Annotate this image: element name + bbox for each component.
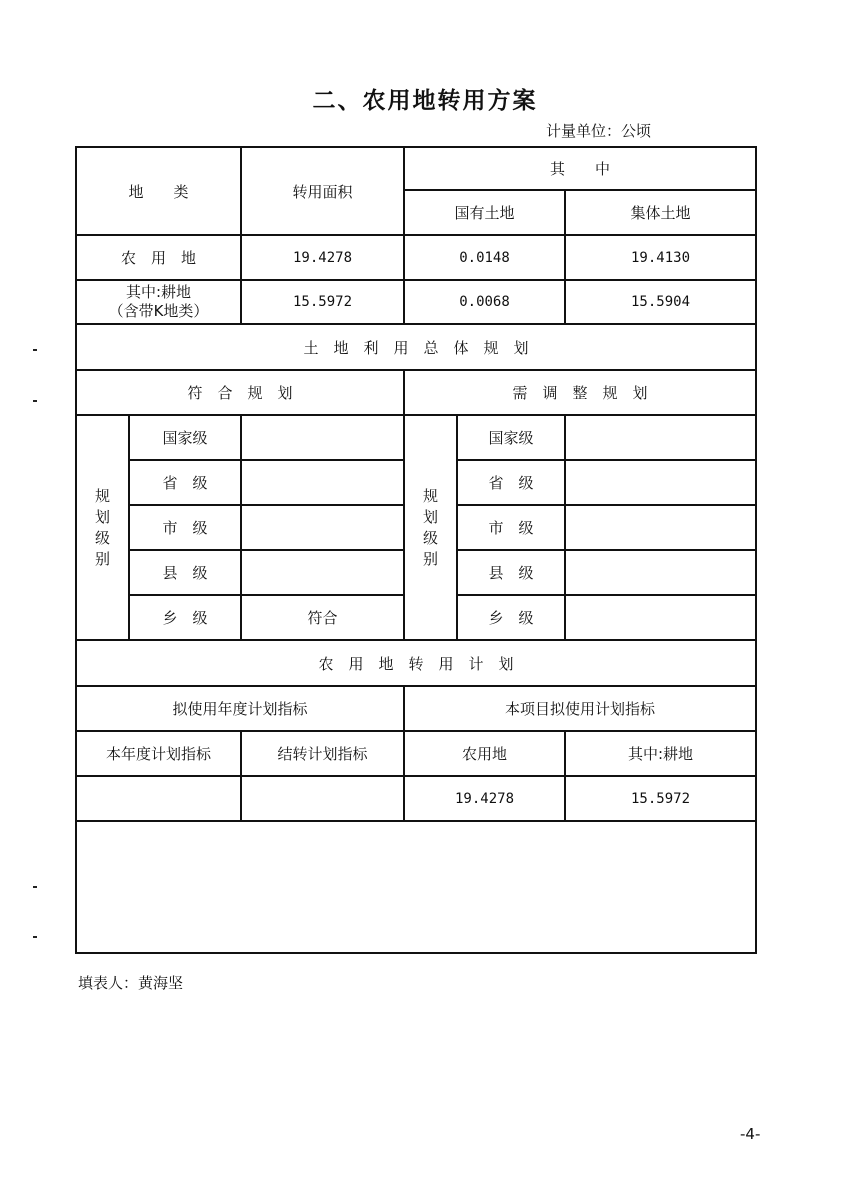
carried-over-quota-header: 结转计划指标 <box>241 731 404 776</box>
unit-label: 计量单位：公顷 <box>546 122 652 140</box>
collective-land-header: 集体土地 <box>565 190 756 235</box>
state-land-header: 国有土地 <box>404 190 565 235</box>
of-which-header: 其 中 <box>404 147 756 190</box>
conversion-plan-title: 农 用 地 转 用 计 划 <box>76 640 756 686</box>
compliant-value-national <box>241 415 404 460</box>
level-city-right: 市 级 <box>457 505 565 550</box>
compliant-value-township: 符合 <box>241 595 404 640</box>
level-national-right: 国家级 <box>457 415 565 460</box>
converted-area-header: 转用面积 <box>241 147 404 235</box>
page-title: 二、农用地转用方案 <box>312 88 538 114</box>
project-cultivated-header: 其中:耕地 <box>565 731 756 776</box>
scan-mark <box>33 349 37 351</box>
this-year-quota-value <box>76 776 241 821</box>
project-farmland-value: 19.4278 <box>404 776 565 821</box>
planning-level-label-right: 规 划 级 别 <box>404 415 457 640</box>
planning-level-label-left: 规 划 级 别 <box>76 415 129 640</box>
project-quota-header: 本项目拟使用计划指标 <box>404 686 756 731</box>
scan-mark <box>33 400 37 402</box>
project-cultivated-value: 15.5972 <box>565 776 756 821</box>
table-row <box>76 776 756 821</box>
compliant-value-county <box>241 550 404 595</box>
adjust-value-county <box>565 550 756 595</box>
annual-quota-header: 拟使用年度计划指标 <box>76 686 404 731</box>
level-township-left: 乡 级 <box>129 595 241 640</box>
level-county-left: 县 级 <box>129 550 241 595</box>
cultivated-collective: 15.5904 <box>565 280 756 324</box>
land-type-header: 地 类 <box>76 147 241 235</box>
carried-over-quota-value <box>241 776 404 821</box>
cultivated-label <box>76 280 241 324</box>
level-province-right: 省 级 <box>457 460 565 505</box>
compliant-value-city <box>241 505 404 550</box>
this-year-quota-header: 本年度计划指标 <box>76 731 241 776</box>
compliant-header: 符 合 规 划 <box>76 370 404 415</box>
needs-adjust-header: 需 调 整 规 划 <box>404 370 756 415</box>
cultivated-area: 15.5972 <box>241 280 404 324</box>
adjust-value-national <box>565 415 756 460</box>
scan-mark <box>33 886 37 888</box>
table-row <box>76 235 756 280</box>
adjust-value-township <box>565 595 756 640</box>
level-township-right: 乡 级 <box>457 595 565 640</box>
scan-mark <box>33 936 37 938</box>
cultivated-state: 0.0068 <box>404 280 565 324</box>
project-farmland-header: 农用地 <box>404 731 565 776</box>
filled-by: 填表人：黄海坚 <box>78 974 184 992</box>
adjust-value-province <box>565 460 756 505</box>
table-row <box>76 280 756 324</box>
compliant-value-province <box>241 460 404 505</box>
remarks-area <box>76 821 756 953</box>
cultivated-label-line2: （含带K地类） <box>108 302 209 320</box>
level-national-left: 国家级 <box>129 415 241 460</box>
level-county-right: 县 级 <box>457 550 565 595</box>
conversion-table <box>75 146 757 954</box>
farmland-collective: 19.4130 <box>565 235 756 280</box>
farmland-area: 19.4278 <box>241 235 404 280</box>
adjust-value-city <box>565 505 756 550</box>
cultivated-label-line1: 其中:耕地 <box>125 283 192 301</box>
planning-section-title: 土 地 利 用 总 体 规 划 <box>76 324 756 370</box>
level-city-left: 市 级 <box>129 505 241 550</box>
level-province-left: 省 级 <box>129 460 241 505</box>
farmland-state: 0.0148 <box>404 235 565 280</box>
page-number: -4- <box>740 1125 761 1143</box>
farmland-label: 农 用 地 <box>76 235 241 280</box>
